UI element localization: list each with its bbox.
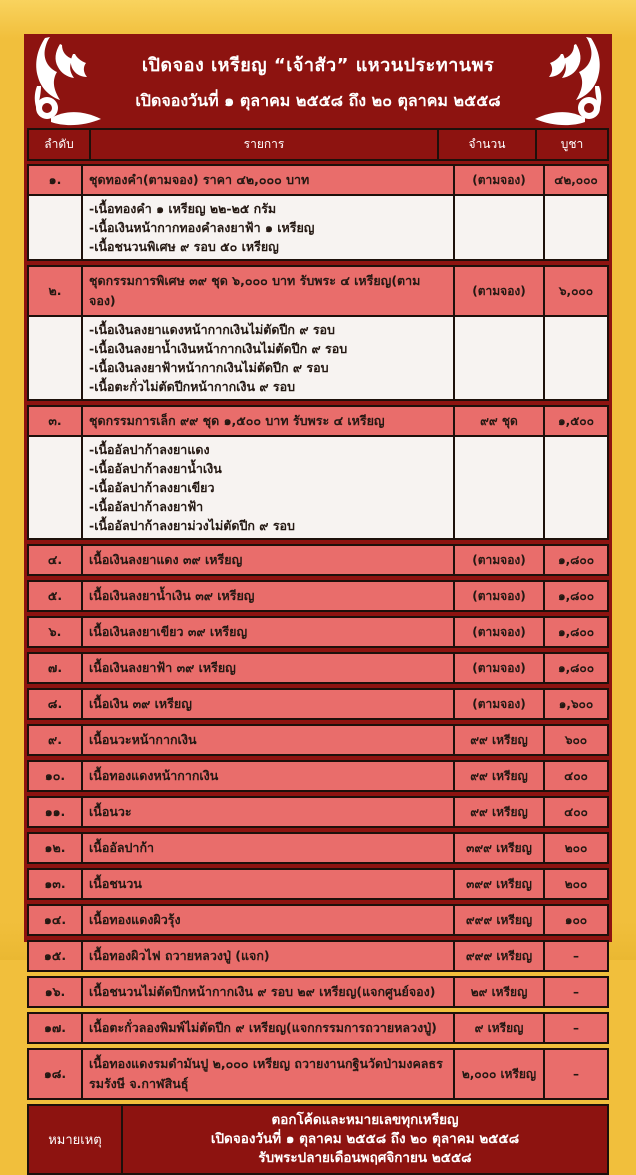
row-item-text: เนื้อทองผิวไฟ ถวายหลวงปู่ (แจก) [89,948,270,963]
document-panel [24,34,612,1166]
row-quantity: ๙๙๙ เหรียญ [453,906,543,934]
table-row-main [29,267,607,315]
table-row [27,760,609,792]
row-price: ๑,๘๐๐ [543,582,607,610]
row-number: ๖. [29,618,83,646]
row-quantity: ๙๙๙ เหรียญ [453,942,543,970]
column-header-quantity: จำนวน [437,130,535,159]
row-price: ๖๐๐ [543,726,607,754]
row-number: ๑๔. [29,906,83,934]
note-line: รับพระปลายเดือนพฤศจิกายน ๒๕๕๘ [258,1150,472,1166]
table-row-detail [29,435,607,538]
table-row [27,796,609,828]
note-line: เปิดจองวันที่ ๑ ตุลาคม ๒๕๕๘ ถึง ๒๐ ตุลาคม ๒๕๕๘ [210,1131,520,1147]
row-number: ๓. [29,407,83,435]
row-detail-items [83,437,453,538]
row-number: ๑๖. [29,978,83,1006]
table-row-main [29,690,607,718]
row-number: ๙. [29,726,83,754]
row-item-text: ชุดกรรมการเล็ก ๙๙ ชุด ๑,๕๐๐ บาท รับพระ ๔ เหรียญ [89,413,385,428]
row-quantity: (ตามจอง) [453,267,543,315]
row-quantity: (ตามจอง) [453,690,543,718]
row-price: ๔๐๐ [543,798,607,826]
table-row-main [29,1050,607,1098]
row-number-empty [29,437,83,538]
row-quantity: ๓๙๙ เหรียญ [453,834,543,862]
table-row [27,544,609,576]
row-price: – [543,942,607,970]
table-row [27,616,609,648]
table-row [27,1048,609,1100]
row-price: ๑๐๐ [543,906,607,934]
row-item-text: เนื้อเงินลงยาเขียว ๓๙ เหรียญ [89,624,248,639]
row-number: ๑. [29,166,83,194]
table-row-main [29,407,607,435]
row-number: ๑๗. [29,1014,83,1042]
table-row-main [29,166,607,194]
row-item-text: เนื้อเงินลงยาแดง ๓๙ เหรียญ [89,552,243,567]
row-number: ๑๐. [29,762,83,790]
detail-item-text: -เนื้อเงินลงยาฟ้าหน้ากากเงินไม่ตัดปีก ๙ รอบ [89,360,329,375]
note-label: หมายเหตุ [29,1106,123,1173]
detail-item-text: -เนื้ออัลปาก้าลงยาม่วงไม่ตัดปีก ๙ รอบ [89,518,295,533]
column-header-item: รายการ [243,137,285,151]
row-price: – [543,1050,607,1098]
row-number: ๒. [29,267,83,315]
row-price: ๔๒,๐๐๐ [543,166,607,194]
table-row [27,940,609,972]
table-row-main [29,546,607,574]
row-quantity: ๙๙ ชุด [453,407,543,435]
row-item-text: ชุดกรรมการพิเศษ ๓๙ ชุด ๖,๐๐๐ บาท รับพระ ๔ เหรียญ(ตามจอง) [89,273,421,308]
row-number: ๑๑. [29,798,83,826]
table-row-main [29,1014,607,1042]
row-number: ๕. [29,582,83,610]
row-price: ๔๐๐ [543,762,607,790]
row-number: ๑๒. [29,834,83,862]
table-row-main [29,654,607,682]
detail-item-text: -เนื้ออัลปาก้าลงยาเขียว [89,480,215,495]
row-price-empty [543,317,607,399]
row-price: – [543,978,607,1006]
detail-item-text: -เนื้อตะกั่วไม่ตัดปีกหน้ากากเงิน ๙ รอบ [89,379,296,394]
detail-item-text: -เนื้ออัลปาก้าลงยาฟ้า [89,499,204,514]
table-row-main [29,618,607,646]
row-quantity: (ตามจอง) [453,582,543,610]
table-row [27,688,609,720]
row-number: ๔. [29,546,83,574]
row-quantity: ๙๙ เหรียญ [453,798,543,826]
row-price: ๑,๘๐๐ [543,546,607,574]
table-row [27,265,609,401]
row-item-text: เนื้อทองแดงผิวรุ้ง [89,912,181,927]
row-price: ๖,๐๐๐ [543,267,607,315]
row-quantity: (ตามจอง) [453,546,543,574]
row-item-text: เนื้อเงินลงยาฟ้า ๓๙ เหรียญ [89,660,236,675]
row-item-text: เนื้อตะกั่วลองพิมพ์ไม่ตัดปีก ๙ เหรียญ(แจกกรรมการถวายหลวงปู่) [89,1020,437,1035]
table-row-main [29,978,607,1006]
table-header-row [27,128,609,161]
row-price: ๑,๖๐๐ [543,690,607,718]
column-header-order: ลำดับ [29,130,91,159]
page-title: เปิดจอง เหรียญ “เจ้าสัว” แหวนประทานพร [141,55,495,76]
detail-item-text: -เนื้อเงินลงยาน้ำเงินหน้ากากเงินไม่ตัดปีก ๙ รอบ [89,341,348,356]
row-quantity: ๙๙ เหรียญ [453,762,543,790]
document-header [27,34,609,128]
row-number: ๑๓. [29,870,83,898]
corner-ornament-icon [29,36,103,128]
detail-item-text: -เนื้อชนวนพิเศษ ๙ รอบ ๕๐ เหรียญ [89,239,279,254]
row-price: ๑,๘๐๐ [543,618,607,646]
table-row [27,976,609,1008]
detail-item-text: -เนื้อเงินลงยาแดงหน้ากากเงินไม่ตัดปีก ๙ รอบ [89,322,335,337]
row-price: ๒๐๐ [543,834,607,862]
table-row-main [29,582,607,610]
note-line: ตอกโค้ดและหมายเลขทุกเหรียญ [271,1112,459,1128]
row-item-text: เนื้อชนวนไม่ตัดปีกหน้ากากเงิน ๙ รอบ ๒๙ เหรียญ(แจกศูนย์จอง) [89,984,436,999]
row-price: – [543,1014,607,1042]
row-quantity: ๙ เหรียญ [453,1014,543,1042]
corner-ornament-icon [533,36,607,128]
detail-item-text: -เนื้อเงินหน้ากากทองคำลงยาฟ้า ๑ เหรียญ [89,220,315,235]
row-number: ๗. [29,654,83,682]
table-row-detail [29,315,607,399]
row-quantity: ๓๙๙ เหรียญ [453,870,543,898]
row-price: ๑,๕๐๐ [543,407,607,435]
row-item-text: เนื้อนวะหน้ากากเงิน [89,732,197,747]
row-price: ๑,๘๐๐ [543,654,607,682]
row-number: ๑๕. [29,942,83,970]
detail-item-text: -เนื้อทองคำ ๑ เหรียญ ๒๒-๒๕ กรัม [89,201,277,216]
table-row [27,832,609,864]
row-item-text: เนื้อทองแดงหน้ากากเงิน [89,768,219,783]
row-quantity: ๒๙ เหรียญ [453,978,543,1006]
row-price-empty [543,437,607,538]
row-item-text: เนื้ออัลปาก้า [89,840,155,855]
table-rows [27,164,609,1100]
row-quantity-empty [453,196,543,259]
table-row [27,164,609,261]
table-row [27,868,609,900]
column-header-price: บูชา [535,130,607,159]
row-quantity: ๙๙ เหรียญ [453,726,543,754]
table-row [27,580,609,612]
row-item-text: ชุดทองคำ(ตามจอง) ราคา ๔๒,๐๐๐ บาท [89,172,310,187]
row-item-text: เนื้อเงินลงยาน้ำเงิน ๓๙ เหรียญ [89,588,255,603]
table-row-main [29,798,607,826]
row-item-text: เนื้อเงิน ๓๙ เหรียญ [89,696,192,711]
row-number-empty [29,196,83,259]
table-row-main [29,906,607,934]
row-detail-items [83,317,453,399]
detail-item-text: -เนื้ออัลปาก้าลงยาน้ำเงิน [89,461,222,476]
row-quantity-empty [453,437,543,538]
note-content [123,1106,607,1173]
row-quantity: (ตามจอง) [453,618,543,646]
row-item-text: เนื้อนวะ [89,804,132,819]
row-detail-items [83,196,453,259]
row-price-empty [543,196,607,259]
table-row [27,405,609,540]
row-item-text: เนื้อชนวน [89,876,142,891]
table-row [27,904,609,936]
table-row [27,724,609,756]
row-number-empty [29,317,83,399]
row-number: ๘. [29,690,83,718]
table-row-main [29,726,607,754]
row-quantity: (ตามจอง) [453,166,543,194]
table-row-main [29,942,607,970]
table-row-main [29,870,607,898]
row-quantity: ๒,๐๐๐ เหรียญ [453,1050,543,1098]
table-row [27,1012,609,1044]
row-quantity: (ตามจอง) [453,654,543,682]
table-row [27,652,609,684]
table-row-main [29,834,607,862]
page-subtitle: เปิดจองวันที่ ๑ ตุลาคม ๒๕๕๘ ถึง ๒๐ ตุลาคม ๒๕๕๘ [135,91,501,110]
row-quantity-empty [453,317,543,399]
note-row [27,1104,609,1175]
row-item-text: เนื้อทองแดงรมดำมันปู ๒,๐๐๐ เหรียญ ถวายงานกฐินวัดป่ามงคลธรรมรังษี จ.กาฬสินธุ์ [89,1056,443,1091]
table-row-main [29,762,607,790]
row-number: ๑๘. [29,1050,83,1098]
row-price: ๒๐๐ [543,870,607,898]
detail-item-text: -เนื้ออัลปาก้าลงยาแดง [89,442,210,457]
table-row-detail [29,194,607,259]
